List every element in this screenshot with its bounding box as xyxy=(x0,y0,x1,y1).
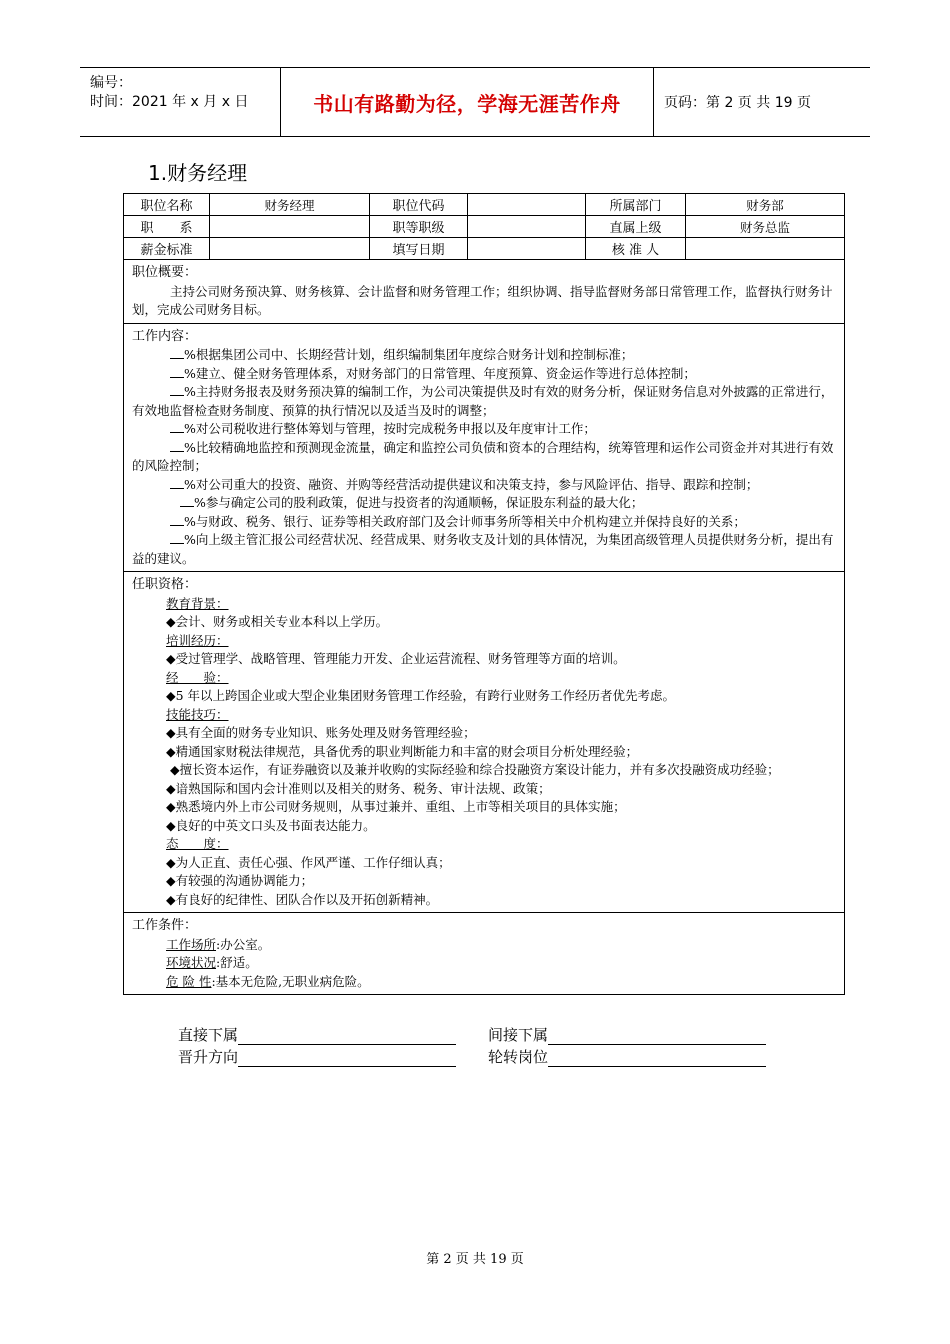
qual-item: ◆为人正直、责任心强、作风严谨、工作仔细认真； xyxy=(166,854,451,870)
direct-subordinate-field xyxy=(178,1024,456,1045)
section-heading: 职位概要： xyxy=(132,265,198,280)
header-meta xyxy=(80,68,281,136)
info-value xyxy=(468,216,586,237)
qual-group-title: 技能技巧： xyxy=(166,706,229,722)
blank-line xyxy=(170,365,184,378)
duties-section xyxy=(124,324,844,573)
duty-item: %主持财务报表及财务预决算的编制工作，为公司决策提供及时有效的财务分析，保证财务信息对外披露的正常进行，有效地监督检查财务制度、预算的执行情况以及适当及时的调整； xyxy=(132,384,834,418)
info-label: 直属上级 xyxy=(586,216,686,237)
section-heading: 工作条件： xyxy=(132,918,198,933)
qual-group-title: 教育背景： xyxy=(166,595,229,611)
qual-item: ◆受过管理学、战略管理、管理能力开发、企业运营流程、财务管理等方面的培训。 xyxy=(166,651,626,666)
info-value: 财务总监 xyxy=(739,219,790,235)
header-motto: 书山有路勤为径，学海无涯苦作舟 xyxy=(281,68,654,136)
duty-item: %参与确定公司的股利政策，促进与投资者的沟通顺畅，保证股东利益的最大化； xyxy=(132,494,836,513)
qual-group-title: 态 度： xyxy=(166,836,229,851)
duty-item: %与财政、税务、银行、证券等相关政府部门及会计师事务所等相关中介机构建立并保持良好的关系； xyxy=(132,513,836,532)
condition-item: 危 险 性:基本无危险,无职业病危险。 xyxy=(166,973,370,989)
overview-section xyxy=(124,260,844,324)
qual-item: ◆谙熟国际和国内会计准则以及相关的财务、税务、审计法规、政策； xyxy=(166,780,551,796)
job-description-table xyxy=(123,193,845,995)
info-row xyxy=(124,216,844,238)
time-label: 时间：2021 年 x 月 x 日 xyxy=(90,94,249,110)
section-heading: 工作内容： xyxy=(132,328,198,344)
header-page-info: 页码：第 2 页 共 19 页 xyxy=(664,95,811,111)
conditions-section xyxy=(124,913,844,994)
info-label: 薪金标准 xyxy=(124,238,210,259)
info-value xyxy=(468,238,586,259)
fill-line xyxy=(548,1050,766,1067)
info-value xyxy=(210,216,370,237)
duty-item: %根据集团公司中、长期经营计划，组织编制集团年度综合财务计划和控制标准； xyxy=(132,346,836,365)
rotation-field xyxy=(488,1046,766,1067)
qual-item: ◆擅长资本运作，有证券融资以及兼并收购的实际经验和综合投融资方案设计能力，并有多次投融资成功经验； xyxy=(170,762,780,777)
blank-line xyxy=(180,494,194,507)
blank-line xyxy=(170,531,184,544)
overview-text: 主持公司财务预决算、财务核算、会计监督和财务管理工作；组织协调、指导监督财务部日常管理工作，监督执行财务计划，完成公司财务目标。 xyxy=(132,283,833,317)
condition-item: 工作场所:办公室。 xyxy=(166,936,271,952)
page-footer: 第 2 页 共 19 页 xyxy=(426,1252,524,1267)
info-label: 职等职级 xyxy=(370,216,468,237)
qual-item: ◆会计、财务或相关专业本科以上学历。 xyxy=(166,614,389,629)
blank-line xyxy=(170,346,184,359)
field-label: 晋升方向 xyxy=(178,1048,239,1066)
qual-item: ◆有较强的沟通协调能力； xyxy=(166,873,314,888)
info-value xyxy=(468,194,586,215)
blank-line xyxy=(170,513,184,526)
duty-item: %比较精确地监控和预测现金流量，确定和监控公司负债和资本的合理结构，统筹管理和运作公司资金并对其进行有效的风险控制； xyxy=(132,439,834,473)
info-value: 财务部 xyxy=(746,197,784,213)
qual-group-title: 培训经历： xyxy=(166,632,229,648)
duty-item: %对公司重大的投资、融资、并购等经营活动提供建议和决策支持，参与风险评估、指导、跟踪和控制； xyxy=(132,476,836,495)
blank-line xyxy=(170,439,184,452)
page-header xyxy=(80,67,870,137)
info-label: 职位名称 xyxy=(124,194,210,215)
field-label: 间接下属 xyxy=(488,1026,549,1044)
promotion-field xyxy=(178,1046,456,1067)
document-title: 1.财务经理 xyxy=(148,161,248,185)
info-label: 职 系 xyxy=(124,216,210,237)
qual-group-title: 经 验： xyxy=(166,669,229,685)
duty-item: %向上级主管汇报公司经营状况、经营成果、财务收支及计划的具体情况，为集团高级管理人员提供财务分析，提出有益的建议。 xyxy=(132,532,834,566)
info-label: 所属部门 xyxy=(586,194,686,215)
fill-line xyxy=(238,1050,456,1067)
info-value xyxy=(686,238,844,259)
blank-line xyxy=(170,420,184,433)
qual-item: ◆具有全面的财务专业知识、账务处理及财务管理经验； xyxy=(166,725,476,740)
field-label: 直接下属 xyxy=(178,1026,239,1044)
info-label: 核 准 人 xyxy=(586,238,686,259)
info-value: 财务经理 xyxy=(210,194,370,215)
info-value xyxy=(210,238,370,259)
section-heading: 任职资格： xyxy=(132,577,198,592)
info-row xyxy=(124,238,844,260)
qual-item: ◆有良好的纪律性、团队合作以及开拓创新精神。 xyxy=(166,891,439,907)
condition-item: 环境状况:舒适。 xyxy=(166,955,258,970)
fill-line xyxy=(238,1028,456,1045)
qual-item: ◆5 年以上跨国企业或大型企业集团财务管理工作经验，有跨行业财务工作经历者优先考虑。 xyxy=(166,688,676,703)
info-label: 填写日期 xyxy=(370,238,468,259)
blank-line xyxy=(170,383,184,396)
duty-item: %对公司税收进行整体筹划与管理，按时完成税务申报以及年度审计工作； xyxy=(132,420,836,439)
blank-line xyxy=(170,476,184,489)
qualifications-section xyxy=(124,572,844,913)
indirect-subordinate-field xyxy=(488,1024,766,1045)
info-row xyxy=(124,194,844,216)
fill-line xyxy=(548,1028,766,1045)
qual-item: ◆良好的中英文口头及书面表达能力。 xyxy=(166,817,376,833)
duty-item: %建立、健全财务管理体系，对财务部门的日常管理、年度预算、资金运作等进行总体控制； xyxy=(132,365,836,384)
number-label: 编号： xyxy=(90,75,132,91)
qual-item: ◆熟悉境内外上市公司财务规则，从事过兼并、重组、上市等相关项目的具体实施； xyxy=(166,799,626,814)
qual-item: ◆精通国家财税法律规范，具备优秀的职业判断能力和丰富的财会项目分析处理经验； xyxy=(166,743,639,759)
field-label: 轮转岗位 xyxy=(488,1048,549,1066)
info-label: 职位代码 xyxy=(370,194,468,215)
